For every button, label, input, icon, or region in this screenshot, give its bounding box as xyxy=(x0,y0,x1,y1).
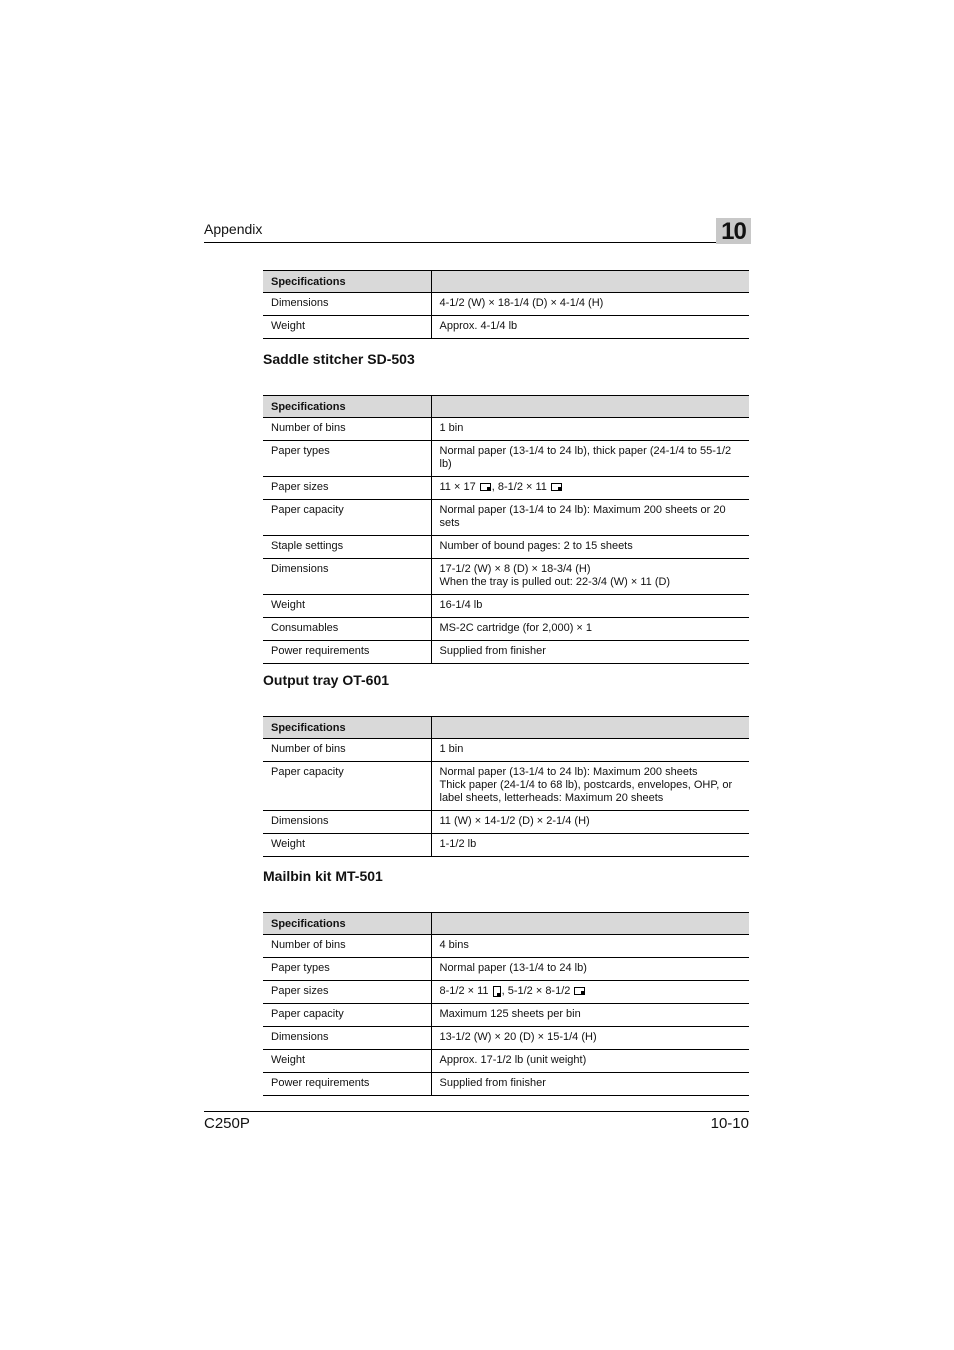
row-value: Number of bound pages: 2 to 15 sheets xyxy=(431,536,749,559)
paper-landscape-icon xyxy=(574,987,585,995)
table-row xyxy=(263,958,749,981)
table-row xyxy=(263,834,749,857)
table-header-row xyxy=(263,271,749,293)
row-value: Supplied from finisher xyxy=(431,1073,749,1096)
spec-table-continued xyxy=(263,270,749,339)
heading-mailbin-kit: Mailbin kit MT-501 xyxy=(263,868,383,884)
spec-header: Specifications xyxy=(263,271,431,293)
spec-header: Specifications xyxy=(263,913,431,935)
table-row xyxy=(263,559,749,595)
paper-portrait-icon xyxy=(493,986,501,997)
spec-header-blank xyxy=(431,913,749,935)
row-value: 16-1/4 lb xyxy=(431,595,749,618)
table-row xyxy=(263,1027,749,1050)
chapter-number: 10 xyxy=(716,218,751,244)
value-line-2: When the tray is pulled out: 22-3/4 (W) × 11 (D) xyxy=(439,576,671,588)
row-value: 11 (W) × 14-1/2 (D) × 2-1/4 (H) xyxy=(431,811,749,834)
row-value: Normal paper (13-1/4 to 24 lb), thick paper (24-1/4 to 55-1/2 lb) xyxy=(431,441,749,477)
paper-landscape-icon xyxy=(551,483,562,491)
row-label: Paper sizes xyxy=(263,981,431,1004)
table-row xyxy=(263,500,749,536)
value-line-1: 17-1/2 (W) × 8 (D) × 18-3/4 (H) xyxy=(439,563,591,575)
row-label: Dimensions xyxy=(263,811,431,834)
row-value: 4 bins xyxy=(431,935,749,958)
row-value xyxy=(431,762,749,811)
row-label: Weight xyxy=(263,595,431,618)
row-label: Weight xyxy=(263,1050,431,1073)
table-row xyxy=(263,935,749,958)
spec-header-blank xyxy=(431,271,749,293)
row-value: 1 bin xyxy=(431,739,749,762)
table-row xyxy=(263,641,749,664)
table-row xyxy=(263,739,749,762)
row-label: Number of bins xyxy=(263,935,431,958)
table-header-row xyxy=(263,913,749,935)
heading-saddle-stitcher: Saddle stitcher SD-503 xyxy=(263,351,415,367)
row-label: Dimensions xyxy=(263,1027,431,1050)
spec-table-mailbin-kit xyxy=(263,912,749,1096)
table-row xyxy=(263,316,749,339)
paper-size-a: 11 × 17 xyxy=(439,481,476,493)
row-label: Paper types xyxy=(263,958,431,981)
row-value: 4-1/2 (W) × 18-1/4 (D) × 4-1/4 (H) xyxy=(431,293,749,316)
row-value: Approx. 17-1/2 lb (unit weight) xyxy=(431,1050,749,1073)
table-row xyxy=(263,595,749,618)
row-label: Paper capacity xyxy=(263,762,431,811)
spec-header: Specifications xyxy=(263,396,431,418)
row-value: Maximum 125 sheets per bin xyxy=(431,1004,749,1027)
table-row xyxy=(263,1004,749,1027)
row-value xyxy=(431,477,749,500)
table-row xyxy=(263,1073,749,1096)
row-value: MS-2C cartridge (for 2,000) × 1 xyxy=(431,618,749,641)
paper-size-b: , 5-1/2 × 8-1/2 xyxy=(501,985,571,997)
paper-landscape-icon xyxy=(480,483,491,491)
row-value: Normal paper (13-1/4 to 24 lb) xyxy=(431,958,749,981)
row-label: Paper capacity xyxy=(263,1004,431,1027)
heading-output-tray: Output tray OT-601 xyxy=(263,672,390,688)
table-row xyxy=(263,981,749,1004)
row-label: Consumables xyxy=(263,618,431,641)
page-header xyxy=(204,218,749,243)
model-name: C250P xyxy=(204,1115,250,1132)
row-label: Weight xyxy=(263,834,431,857)
table-row xyxy=(263,762,749,811)
row-label: Number of bins xyxy=(263,418,431,441)
row-value xyxy=(431,559,749,595)
row-value: Approx. 4-1/4 lb xyxy=(431,316,749,339)
row-value: 13-1/2 (W) × 20 (D) × 15-1/4 (H) xyxy=(431,1027,749,1050)
row-label: Paper sizes xyxy=(263,477,431,500)
row-value: 1-1/2 lb xyxy=(431,834,749,857)
table-row xyxy=(263,293,749,316)
row-label: Paper capacity xyxy=(263,500,431,536)
row-label: Dimensions xyxy=(263,293,431,316)
page-number: 10-10 xyxy=(710,1115,749,1132)
section-title: Appendix xyxy=(204,221,263,237)
row-label: Staple settings xyxy=(263,536,431,559)
row-label: Power requirements xyxy=(263,1073,431,1096)
paper-size-b: , 8-1/2 × 11 xyxy=(491,481,547,493)
page-footer xyxy=(204,1111,749,1132)
paper-size-a: 8-1/2 × 11 xyxy=(439,985,489,997)
row-value xyxy=(431,981,749,1004)
spec-table-output-tray xyxy=(263,716,749,857)
table-row xyxy=(263,1050,749,1073)
table-header-row xyxy=(263,717,749,739)
spec-header: Specifications xyxy=(263,717,431,739)
spec-header-blank xyxy=(431,396,749,418)
value-line-1: Normal paper (13-1/4 to 24 lb): Maximum 200 sheets xyxy=(439,766,698,778)
table-header-row xyxy=(263,396,749,418)
table-row xyxy=(263,418,749,441)
row-label: Paper types xyxy=(263,441,431,477)
row-label: Power requirements xyxy=(263,641,431,664)
row-value: Normal paper (13-1/4 to 24 lb): Maximum 200 sheets or 20 sets xyxy=(431,500,749,536)
spec-table-saddle-stitcher xyxy=(263,395,749,664)
table-row xyxy=(263,811,749,834)
row-label: Weight xyxy=(263,316,431,339)
value-line-2: Thick paper (24-1/4 to 68 lb), postcards, envelopes, OHP, or label sheets, letterheads: Maximum 20 sheets xyxy=(439,779,733,804)
table-row xyxy=(263,477,749,500)
spec-header-blank xyxy=(431,717,749,739)
row-label: Number of bins xyxy=(263,739,431,762)
table-row xyxy=(263,441,749,477)
row-value: Supplied from finisher xyxy=(431,641,749,664)
row-value: 1 bin xyxy=(431,418,749,441)
row-label: Dimensions xyxy=(263,559,431,595)
table-row xyxy=(263,536,749,559)
table-row xyxy=(263,618,749,641)
